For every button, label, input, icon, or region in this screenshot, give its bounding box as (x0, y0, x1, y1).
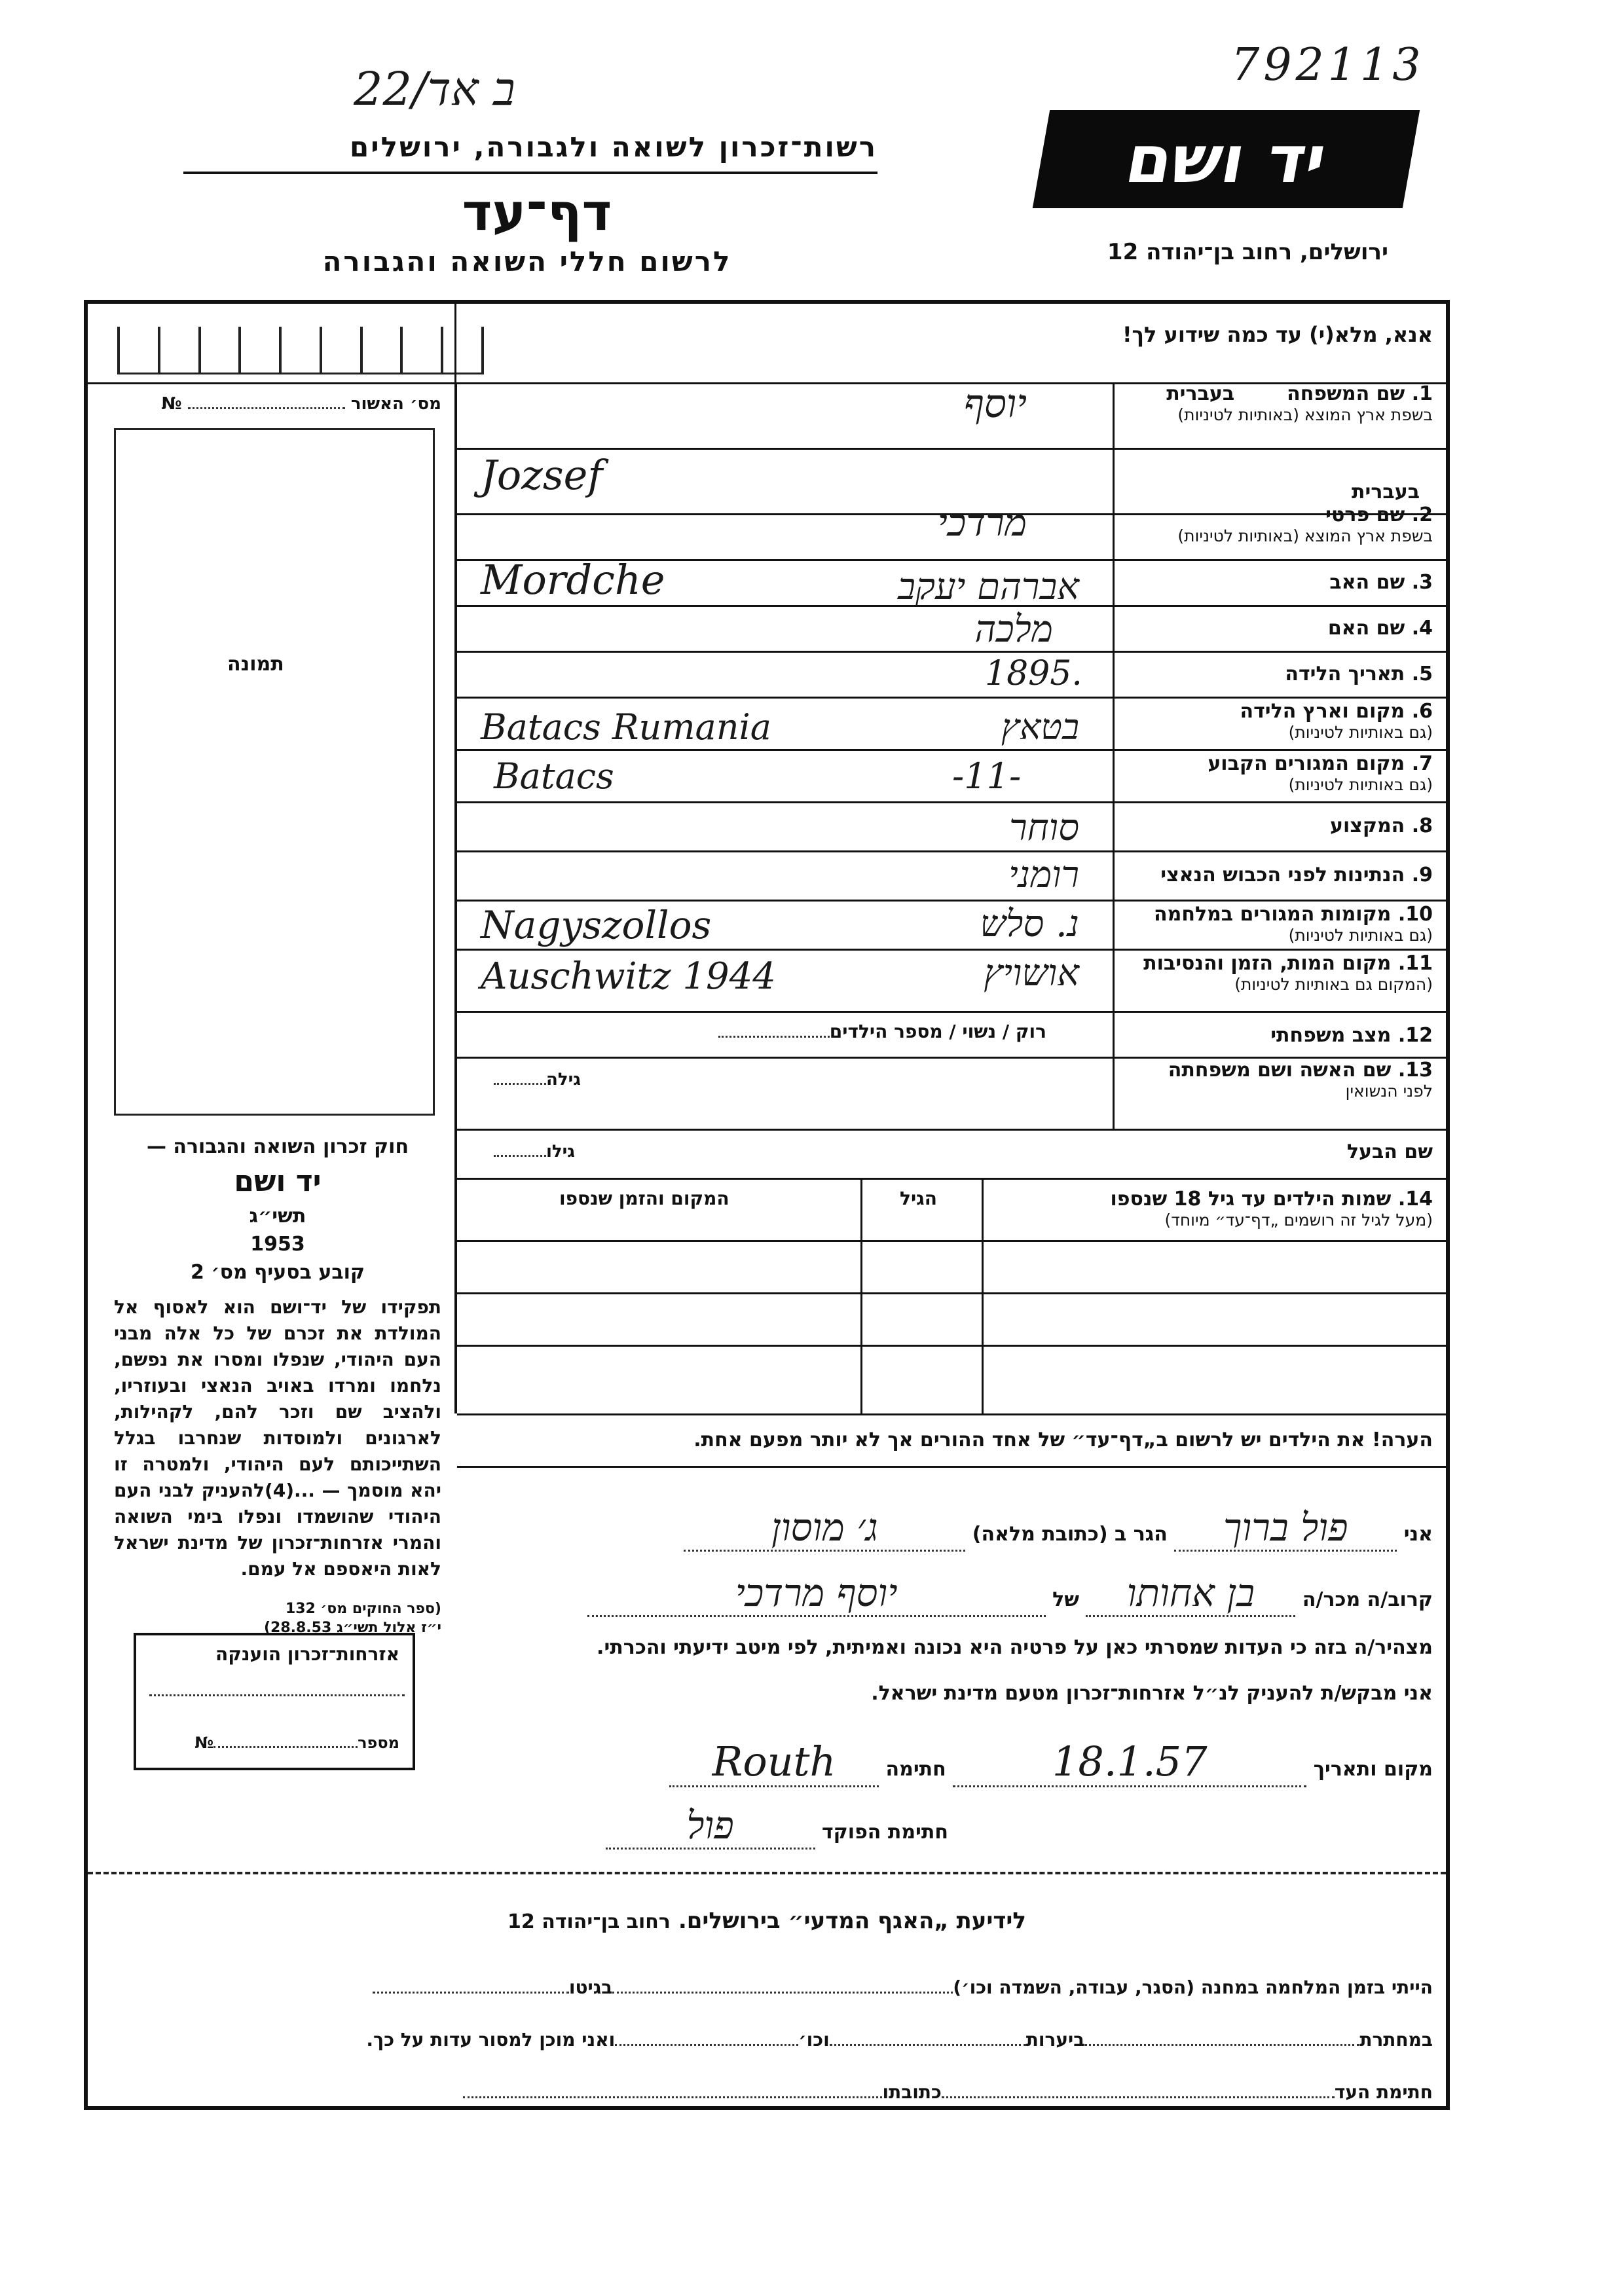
declaration-line-2: קרוב/ה מכר/ה בן אחותו של יוסף מרדכי (385, 1571, 1433, 1617)
photo-box (114, 428, 435, 1116)
field-2-sub: בשפת ארץ המוצא (באותיות לטיניות) (1177, 526, 1433, 545)
field-13-label: 13. שם האשה ושם משפחתה לפני הנשואין (1168, 1059, 1433, 1101)
field-13-age[interactable]: גילה (494, 1070, 581, 1089)
place-date-row: מקום ותאריך 18.1.57 חתימה Routh (385, 1738, 1433, 1787)
citizenship-title: אזרחות־זכרון הוענקה (215, 1643, 399, 1665)
declarant-name[interactable]: פול ברוך (1174, 1505, 1397, 1552)
field-6-value-latin[interactable]: Batacs Rumania (481, 706, 771, 748)
children-col-1 (982, 1178, 984, 1413)
field-4-label: 4. שם האם (1327, 617, 1433, 640)
field-10-value-latin[interactable]: Nagyszollos (481, 903, 712, 947)
field-8-value[interactable]: סוחר (1009, 807, 1079, 849)
law-citation-1: (ספר החוקים מס׳ 132 (285, 1601, 441, 1617)
field-7-value-he[interactable]: -11- (952, 756, 1022, 797)
footer-line-2: במחתרתביערותוכו׳ואני מוכן למסור עדות על כך. (366, 2029, 1433, 2050)
field-8-label: 8. המקצוע (1329, 814, 1433, 837)
field-1-value-latin[interactable]: Jozsef (481, 451, 603, 499)
field-7-value-latin[interactable]: Batacs (494, 756, 614, 797)
law-year: 1953 (250, 1233, 305, 1256)
fill-instruction: אנא, מלא(י) עד כמה שידוע לך! (1122, 322, 1433, 347)
logo-text: יד ושם (1120, 120, 1333, 198)
law-year-heb: תשי״ג (249, 1205, 306, 1228)
field-3-value[interactable]: אברהם יעקב (898, 566, 1079, 608)
declaration-line-1: אני פול ברוך הגר ב (כתובת מלאה) ג׳ מוסון (385, 1505, 1433, 1552)
doc-number-handwriting: 792113 (1231, 39, 1425, 91)
field-12-label: 12. מצב משפחתי (1270, 1024, 1433, 1047)
approval-no-label (114, 394, 441, 414)
form-frame (84, 300, 1450, 2110)
field-5-value[interactable]: 1895. (985, 654, 1082, 693)
children-label: 14. שמות הילדים עד גיל 18 שנספו (מעל לגיל זה רושמים „דף־עד״ מיוחד) (1110, 1188, 1433, 1230)
archive-ref-handwriting: 22/ב אד (354, 62, 515, 116)
field-6-value-he[interactable]: בטאץ (1001, 706, 1079, 748)
children-col-2 (860, 1178, 862, 1413)
field-7-label: 7. מקום המגורים הקבוע (גם באותיות לטיניות) (1208, 752, 1433, 794)
citizenship-number: מספר№ (194, 1734, 399, 1752)
page-subtitle: לרשום חללי השואה והגבורה (322, 246, 732, 278)
field-2-value-he[interactable]: מרדכי (937, 500, 1027, 545)
officer-row: חתימת הפוקד פול (606, 1803, 948, 1850)
field-2-label (1118, 481, 1433, 545)
field-6-label: 6. מקום וארץ הלידה (גם באותיות לטיניות) (1240, 700, 1433, 742)
sidebar-divider (454, 382, 457, 1413)
children-note: הערה! את הילדים יש לרשום ב„דף־עד״ של אחד ההורים אך לא יותר מפעם אחת. (693, 1429, 1433, 1451)
law-org: יד ושם (234, 1165, 322, 1198)
law-section: קובע בסעיף מס׳ 2 (190, 1261, 365, 1284)
footer-line-3: חתימת העדכתובתו (130, 2081, 1433, 2103)
law-citation-2: י״ז אלול תשי״ג 28.8.53) (263, 1620, 441, 1636)
field-9-label: 9. הנתינות לפני הכבוש הנאצי (1160, 864, 1433, 886)
approval-no-text: מס׳ האשור (350, 394, 441, 414)
field-9-value[interactable]: רומני (1008, 854, 1079, 896)
field-4-value[interactable]: מלכה (974, 608, 1053, 651)
field-5-label: 5. תאריך הלידה (1285, 663, 1433, 685)
photo-label: תמונה (227, 653, 284, 676)
field-2-num: 2. (1411, 503, 1433, 526)
field-10-value-he[interactable]: נ. סלש (980, 903, 1079, 945)
footer-line-1: הייתי בזמן המלחמה במחנה (הסגר, עבודה, השמדה וכו׳)בגיטו (130, 1977, 1433, 1998)
field-11-label: 11. מקום המות, הזמן והנסיבות (המקום גם באותיות לטיניות) (1143, 952, 1433, 994)
law-body: תפקידו של יד־ושם הוא לאסוף אל המולדת את זכרם של כל אלה מבני העם היהודי, שנפלו ומסרו את נפשם, נלחמו ומרדו באויב הנאצי ובעוזריו, ולהציב שם וזכר להם, לקהילות, לארגונים ולמוסדות שנחרבו בגלל השתייכותם לעם היהודי, ולמטרה זו יהא מוסמך — ...(4)להעניק לבני העם היהודי שהושמדו ונפלו בימי השואה והמרי אזרחות־זכרון של מדינת ישראל לאות היאספם אל עמם. (114, 1296, 442, 1580)
field-1-sub: בשפת ארץ המוצא (באותיות לטיניות) (1177, 405, 1433, 424)
field-2-value-latin[interactable]: Mordche (481, 556, 665, 604)
field-11-value-he[interactable]: אושויץ (984, 952, 1079, 994)
institution-name: רשות־זכרון לשואה ולגבורה, ירושלים (349, 131, 877, 163)
of-name-value[interactable]: יוסף מרדכי (587, 1571, 1046, 1617)
page-title: דף־עד (462, 183, 612, 242)
field-11-value-latin[interactable]: Auschwitz 1944 (481, 955, 776, 998)
field-3-label: 3. שם האב (1329, 571, 1433, 594)
place-date-value[interactable]: 18.1.57 (953, 1738, 1306, 1787)
declarant-address[interactable]: ג׳ מוסון (684, 1505, 965, 1552)
husband-label: שם הבעל (1346, 1140, 1433, 1163)
institution-underline (183, 172, 877, 174)
header-address: ירושלים, רחוב בן־יהודה 12 (1107, 239, 1388, 265)
field-1-num: 1. (1411, 382, 1433, 405)
stamp-ticks (117, 327, 484, 374)
approval-no-suffix: № (161, 394, 182, 414)
label-column-divider (1113, 382, 1115, 1129)
signature-value[interactable]: Routh (669, 1738, 879, 1787)
top-strip-divider (454, 304, 456, 382)
citizenship-box (134, 1633, 415, 1770)
officer-signature[interactable]: פול (606, 1803, 815, 1850)
law-sidebar (114, 1135, 441, 1636)
field-2-title: שם פרטי (1325, 503, 1405, 526)
husband-age[interactable]: גילו (494, 1142, 575, 1161)
field-1-label (1118, 382, 1433, 424)
field-1-hebrew-tag: בעברית (1166, 382, 1235, 405)
field-1-value-he[interactable]: יוסף (963, 381, 1027, 427)
footer-heading: לידיעת „האגף המדעי״ בירושלים. רחוב בן־יהודה 12 (507, 1908, 1026, 1934)
field-1-title: שם המשפחה (1287, 382, 1405, 405)
declaration-request: אני מבקש/ת להעניק לנ״ל אזרחות־זכרון מטעם מדינת ישראל. (871, 1682, 1433, 1705)
law-title: חוק זכרון השואה והגבורה — (146, 1135, 409, 1158)
field-12-options[interactable]: רוק / נשוי / מספר הילדים (718, 1021, 1046, 1042)
field-2-hebrew-tag: בעברית (1352, 481, 1420, 503)
field-10-label: 10. מקומות המגורים במלחמה (גם באותיות לטיניות) (1154, 903, 1433, 945)
footer-separator (88, 1872, 1446, 1874)
children-col-place: המקום והזמן שנספו (559, 1188, 729, 1209)
declaration-statement: מצהיר/ה בזה כי העדות שמסרתי כאן על פרטיה היא נכונה ואמיתית, לפי מיטב ידיעתי והכרתי. (597, 1636, 1433, 1659)
yad-vashem-logo (1033, 110, 1420, 208)
children-col-age: הגיל (900, 1188, 937, 1209)
relation-value[interactable]: בן אחותו (1086, 1571, 1295, 1617)
